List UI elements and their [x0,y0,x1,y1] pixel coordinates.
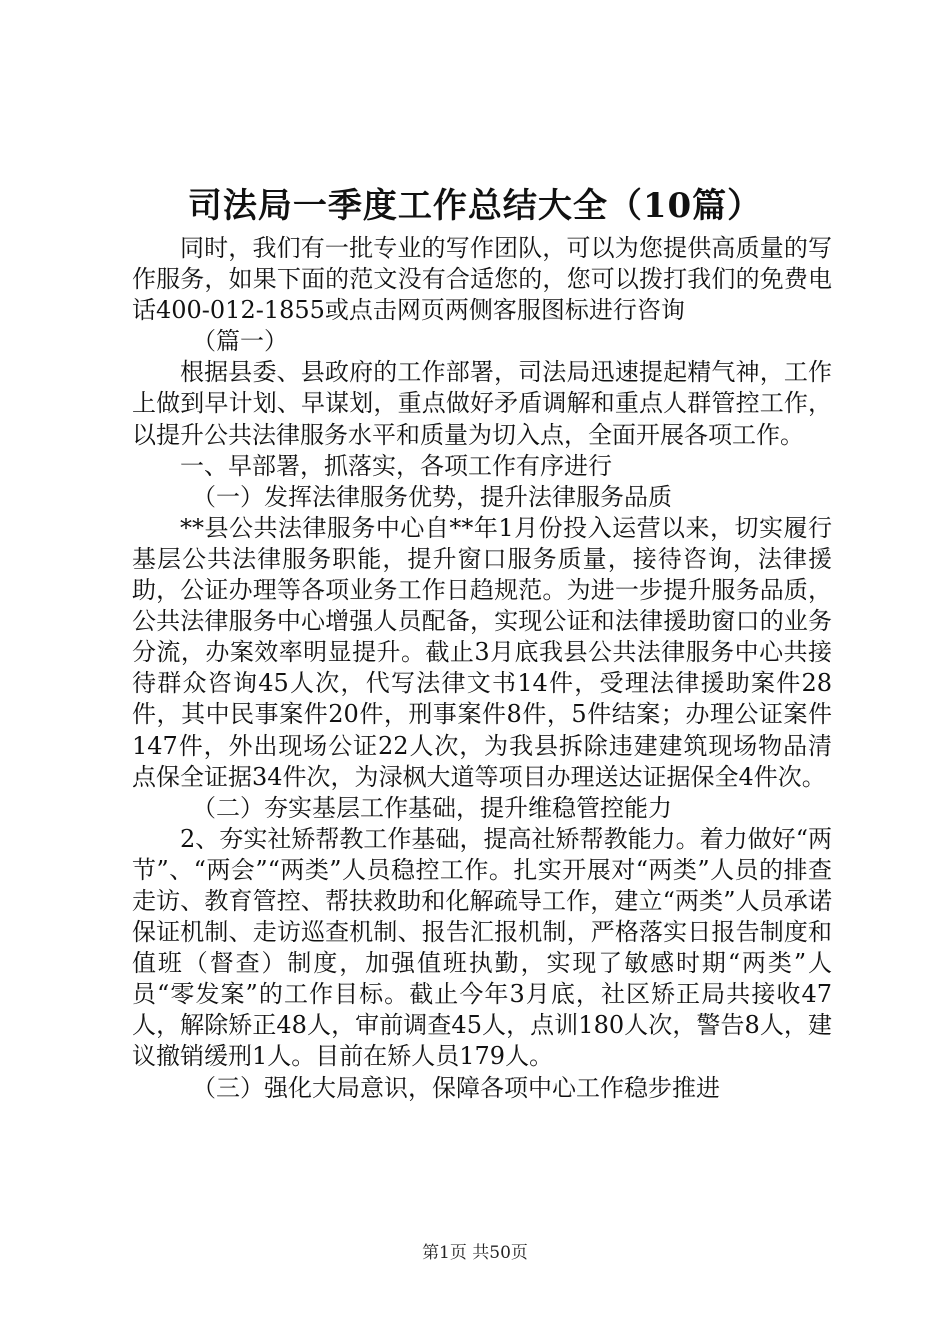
section-heading: 一、早部署，抓落实，各项工作有序进行 [180,451,612,480]
document-title: 司法局一季度工作总结大全（10篇） [187,186,763,226]
body-paragraph: 2、夯实社矫帮教工作基础，提高社矫帮教能力。着力做好“两节”、“两会”“两类”人员稳控工作。扎实开展对“两类”人员的排查走访、教育管控、帮扶救助和化解疏导工作，建立“两类”人员承诺保证机制、走访巡查机制、报告汇报机制，严格落实日报告制度和值班（督查）制度，加强值班执勤，实现了敏感时期“两类”人员“零发案”的工作目标。截止今年3月底，社区矫正局共接收47人，解除矫正48人，审前调查45人，点训180人次，警告8人，建议撤销缓刑1人。目前在矫人员179人。 [132,824,832,1071]
body-paragraph: **县公共法律服务中心自**年1月份投入运营以来，切实履行基层公共法律服务职能，提升窗口服务质量，接待咨询，法律援助，公证办理等各项业务工作日趋规范。为进一步提升服务品质，公共法律服务中心增强人员配备，实现公证和法律援助窗口的业务分流，办案效率明显提升。截止3月底我县公共法律服务中心共接待群众咨询45人次，代写法律文书14件，受理法律援助案件28件，其中民事案件20件，刑事案件8件，5件结案；办理公证案件147件，外出现场公证22人次，为我县拆除违建建筑现场物品清点保全证据34件次，为渌枫大道等项目办理送达证据保全4件次。 [132,513,832,791]
chapter-heading: （篇一） [192,327,288,356]
page-footer: 第1页 共50页 [422,1243,528,1263]
document-body [132,233,832,1104]
body-paragraph: 根据县委、县政府的工作部署，司法局迅速提起精气神，工作上做到早计划、早谋划，重点做好矛盾调解和重点人群管控工作，以提升公共法律服务水平和质量为切入点，全面开展各项工作。 [132,358,832,449]
subsection-heading: （三）强化大局意识，保障各项中心工作稳步推进 [192,1073,720,1102]
subsection-heading: （一）发挥法律服务优势，提升法律服务品质 [192,482,672,511]
intro-paragraph: 同时，我们有一批专业的写作团队，可以为您提供高质量的写作服务，如果下面的范文没有合适您的，您可以拨打我们的免费电话400-012-1855或点击网页两侧客服图标进行咨询 [132,234,832,325]
subsection-heading: （二）夯实基层工作基础，提升维稳管控能力 [192,793,672,822]
